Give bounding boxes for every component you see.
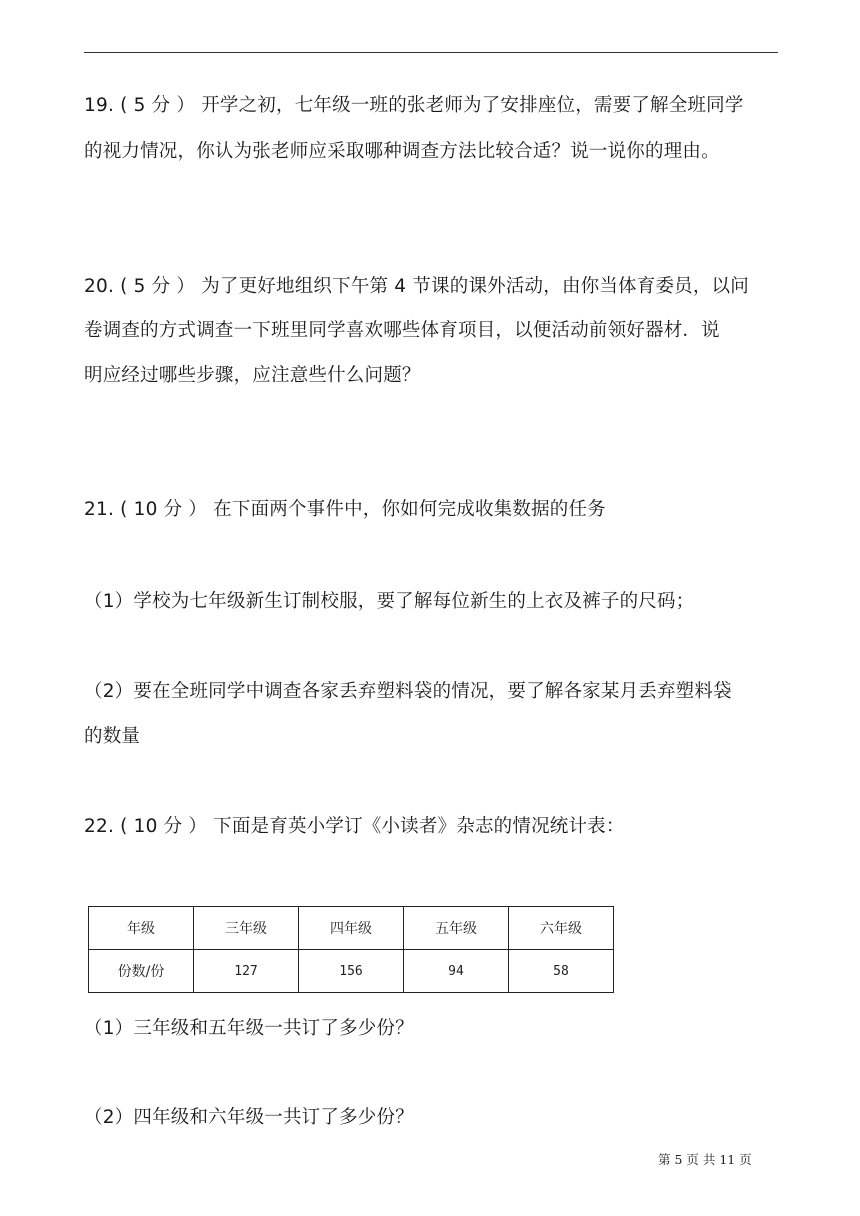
- table-cell: 四年级: [299, 907, 404, 950]
- question-21-sub-2-line-1: （2）要在全班同学中调查各家丢弃塑料袋的情况，要了解各家某月丢弃塑料袋: [84, 681, 732, 702]
- table-cell: 年级: [89, 907, 194, 950]
- question-21-sub-2-line-2: 的数量: [84, 726, 141, 747]
- question-22-sub-2: （2）四年级和六年级一共订了多少份？: [84, 1107, 414, 1128]
- subscription-table: [88, 906, 614, 993]
- table-cell: 156: [299, 950, 404, 993]
- question-20-line-1: 20. ( 5 分 ） 为了更好地组织下午第 4 节课的课外活动，由你当体育委员，以问: [84, 276, 749, 297]
- question-21-line-1: 21. ( 10 分 ） 在下面两个事件中，你如何完成收集数据的任务: [84, 499, 606, 520]
- table-cell: 127: [194, 950, 299, 993]
- table-cell: 五年级: [404, 907, 509, 950]
- page-number: 第 5 页 共 11 页: [658, 1152, 752, 1167]
- question-19-line-1: 19. ( 5 分 ） 开学之初，七年级一班的张老师为了安排座位，需要了解全班同学: [84, 95, 744, 116]
- table-cell: 94: [404, 950, 509, 993]
- question-21-sub-1: （1）学校为七年级新生订制校服，要了解每位新生的上衣及裤子的尺码；: [84, 591, 695, 612]
- question-20-line-3: 明应经过哪些步骤，应注意些什么问题？: [84, 365, 421, 386]
- question-22-line-1: 22. ( 10 分 ） 下面是育英小学订《小读者》杂志的情况统计表：: [84, 816, 625, 837]
- header-rule: [84, 52, 778, 53]
- table-cell: 份数/份: [89, 950, 194, 993]
- question-22-sub-1: （1）三年级和五年级一共订了多少份？: [84, 1018, 414, 1039]
- table-cell: 58: [509, 950, 614, 993]
- table-row: [89, 950, 614, 993]
- question-20-line-2: 卷调查的方式调查一下班里同学喜欢哪些体育项目，以便活动前领好器材．说: [84, 320, 720, 341]
- question-19-line-2: 的视力情况，你认为张老师应采取哪种调查方法比较合适？说一说你的理由。: [84, 141, 720, 162]
- table-cell: 六年级: [509, 907, 614, 950]
- table-header-row: [89, 907, 614, 950]
- table-cell: 三年级: [194, 907, 299, 950]
